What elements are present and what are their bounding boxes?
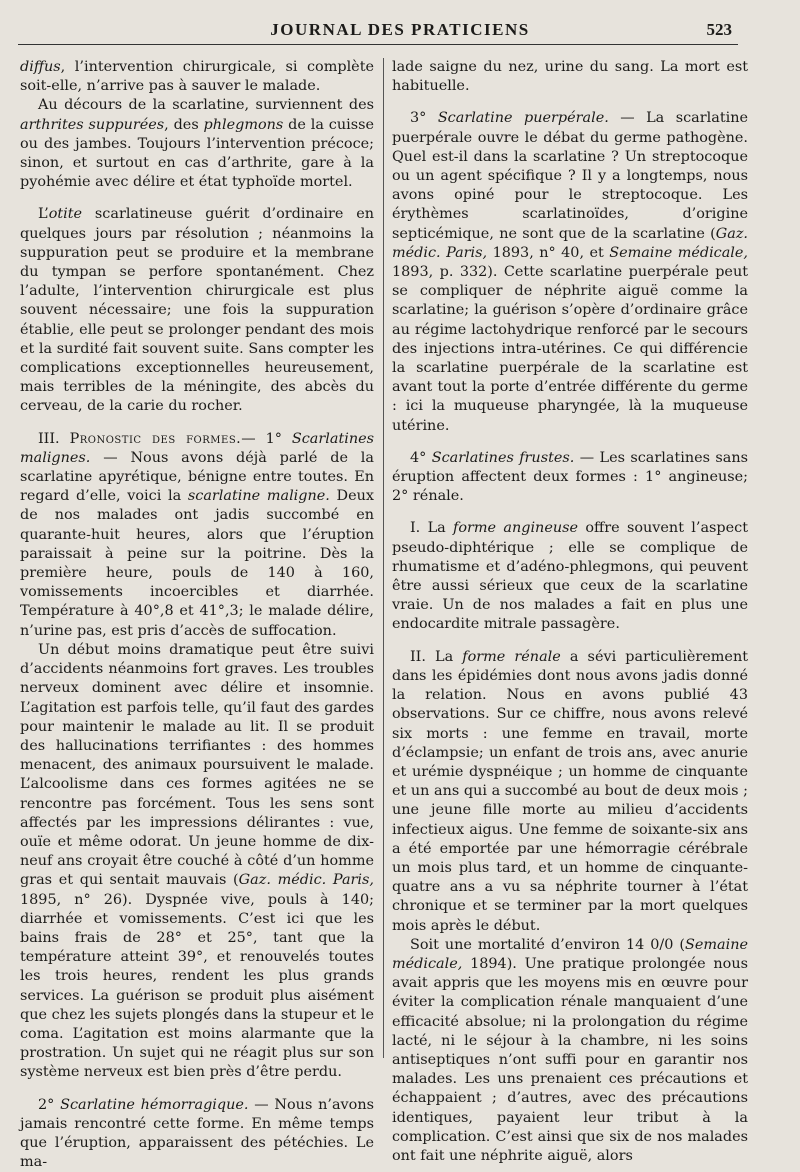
paragraph-puerperale: 3° Scarlatine puerpérale. — La scarlatine puerpérale ouvre le débat du germe pathogène. Quel est-il dans la scarlatine ? Un streptocoque ou un agent spécifique ? Il y a longtemps, nous avons opiné pour le streptocoque. Les érythèmes scarlatinoïdes, d’origine septicémique, ne sont que de la scarlatine (Gaz. médic. Paris, 1893, n° 40, et Semaine médicale, 1893, p. 332). Cette scarlatine puerpérale peut se compliquer de néphrite aiguë comme la scarlatine; la guérison s’opère d’ordinaire grâce au régime lactohydrique renforcé par le secours des injections intra-utérines. Ce qui différencie la scarlatine puerpérale de la scarlatine est avant tout la porte d’entrée différente du germe : ici la muqueuse pharyngée, là la muqueuse utérine. [392, 110, 748, 434]
journal-title: JOURNAL DES PRATICIENS [270, 20, 530, 39]
paragraph-debut-dramatique: Un début moins dramatique peut être suivi d’accidents néanmoins fort graves. Les troubles nerveux dominent avec délire et insomnie. L’agitation est parfois telle, qu’il faut des gardes pour maintenir le malade au lit. Il se produit des hallucinations terrifiantes : des hommes menacent, des animaux poursuivent le malade. L’alcoolisme dans ces formes agitées ne se rencontre pas forcément. Tous les sens sont affectés par les impressions délirantes : vue, ouïe et même odorat. Un jeune homme de dix-neuf ans croyait être couché à côté d’un homme gras et qui sentait mauvais (Gaz. médic. Paris, 1895, n° 26). Dyspnée vive, pouls à 140; diarrhée et vomissements. C’est ici que les bains frais de 28° et 25°, tant que la température atteint 39°, et renouvelés toutes les trois heures, rendent les plus grands services. La guérison se produit plus aisément que chez les sujets plongés dans la stupeur et le coma. L’agitation est moins alarmante que la prostration. Un sujet qui ne réagit plus sur son système nerveux est bien près d’être perdu. [20, 641, 374, 1081]
left-column [20, 58, 375, 1171]
paragraph-hemorragique: 2° Scarlatine hémorragique. — Nous n’avons jamais rencontré cette forme. En même temps que l’éruption, apparaissent des pétéchies. Le ma- [20, 1096, 374, 1171]
running-header [0, 18, 800, 46]
page-number: 523 [706, 20, 732, 39]
paragraph-forme-renale: II. La forme rénale a sévi particulièrement dans les épidémies dont nous avons jadis donné la relation. Nous en avons publié 43 observations. Sur ce chiffre, nous avons relevé six morts : une femme en travail, morte d’éclampsie; un enfant de trois ans, avec anurie et urémie dyspnéique ; un homme de cinquante et un ans qui a succombé au bout de deux mois ; une jeune fille morte au milieu d’accidents infectieux aigus. Une femme de soixante-six ans a été emportée par une hémorragie cérébrale un mois plus tard, et un homme de cinquante-quatre ans a vu sa néphrite tourner à l’état chronique et se terminer par la mort quelques mois après le début. [392, 648, 749, 934]
paragraph-pronostic: III. Pronostic des formes.— 1° Scarlatines malignes. — Nous avons déjà parlé de la scarlatine apyrétique, bénigne entre toutes. En regard d’elle, voici la scarlatine maligne. Deux de nos malades ont jadis succombé en quarante-huit heures, alors que l’éruption paraissait à peine sur la poitrine. Dès la première heure, pouls de 140 à 160, vomissements incoercibles et diarrhée. Température à 40°,8 et 41°,3; le malade délire, n’urine pas, est pris d’accès de suffocation. [20, 430, 375, 639]
paragraph-mortalite: Soit une mortalité d’environ 14 0/0 (Semaine médicale, 1894). Une pratique prolongée nous avait appris que les moyens mis en œuvre pour éviter la complication rénale manquaient d’une efficacité absolue; ni la prolongation du régime lacté, ni le séjour à la chambre, ni les soins antiseptiques n’ont suffi pour en garantir nos malades. Les uns prenaient ces précautions et échappaient ; d’autres, avec des précautions identiques, payaient leur tribut à la complication. C’est ainsi que six de nos malades ont fait une néphrite aiguë, alors [392, 936, 748, 1164]
header-rule [18, 44, 738, 45]
paragraph-continuation: lade saigne du nez, urine du sang. La mort est habituelle. [392, 59, 748, 95]
paragraph-forme-angineuse: I. La forme angineuse offre souvent l’aspect pseudo-diphtérique ; elle se complique de rhumatisme et d’adéno-phlegmons, qui peuvent être aussi sérieux que ceux de la scarlatine vraie. Un de nos malades a fait en plus une endocardite mitrale passagère. [392, 520, 749, 633]
paragraph-arthrites: Au décours de la scarlatine, surviennent des arthrites suppurées, des phlegmons de la cuisse ou des jambes. Toujours l’intervention précoce; sinon, et surtout en cas d’arthrite, gare à la pyohémie avec délire et état typhoïde mortel. [20, 97, 374, 191]
right-column [392, 58, 749, 1164]
paragraph-frustes: 4° Scarlatines frustes. — Les scarlatines sans éruption affectent deux formes : 1° angineuse; 2° rénale. [392, 449, 748, 505]
paragraph-otite: L’otite scarlatineuse guérit d’ordinaire en quelques jours par résolution ; néanmoins la suppuration peut se produire et la membrane du tympan se perfore spontanément. Chez l’adulte, l’intervention chirurgicale est plus souvent nécessaire; une fois la suppuration établie, elle peut se prolonger pendant des mois et la surdité fait souvent suite. Sans compter les complications exceptionnelles heureusement, mais terribles de la méningite, des abcès du cerveau, de la carie du rocher. [20, 206, 374, 415]
column-divider [383, 58, 384, 1058]
paragraph-diffus: diffus, l’intervention chirurgicale, si complète soit-elle, n’arrive pas à sauver le malade. [20, 59, 374, 95]
